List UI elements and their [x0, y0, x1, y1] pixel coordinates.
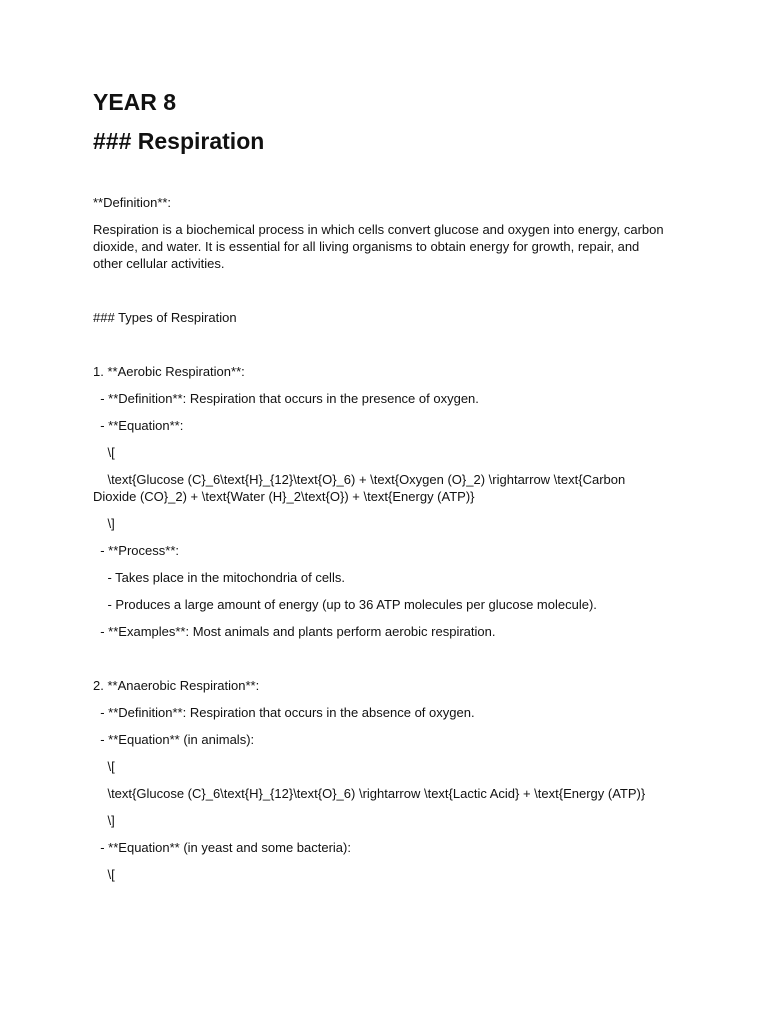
types-heading: ### Types of Respiration	[93, 310, 237, 325]
aerobic-equation-body: \text{Glucose (C}_6\text{H}_{12}\text{O}_6) + \text{Oxygen (O}_2) \rightarrow \text{Carbon Dioxide (CO}_2) + \text{Water (H}_2\text{O}) + \text{Energy (ATP)}	[93, 472, 629, 504]
aerobic-process-item: - Produces a large amount of energy (up to 36 ATP molecules per glucose molecule).	[93, 597, 597, 612]
anaerobic-definition: - **Definition**: Respiration that occurs in the absence of oxygen.	[93, 705, 475, 720]
aerobic-equation-close: \]	[93, 516, 115, 531]
aerobic-equation-open: \[	[93, 445, 115, 460]
year-heading: YEAR 8	[93, 89, 177, 115]
anaerobic-equation-animals-label: - **Equation** (in animals):	[93, 732, 255, 747]
definition-text: Respiration is a biochemical process in which cells convert glucose and oxygen into energy, carbon dioxide, and water. It is essential for all living organisms to obtain energy for growth, repair, and other cellular activities.	[93, 222, 668, 271]
anaerobic-heading: 2. **Anaerobic Respiration**:	[93, 678, 260, 693]
anaerobic-equation-yeast-label: - **Equation** (in yeast and some bacteria):	[93, 840, 351, 855]
definition-label: **Definition**:	[93, 195, 172, 210]
page-title: ### Respiration	[93, 128, 265, 154]
anaerobic-equation-open-2: \[	[93, 867, 115, 882]
aerobic-examples: - **Examples**: Most animals and plants perform aerobic respiration.	[93, 624, 496, 639]
aerobic-equation-label: - **Equation**:	[93, 418, 184, 433]
aerobic-heading: 1. **Aerobic Respiration**:	[93, 364, 245, 379]
aerobic-definition: - **Definition**: Respiration that occurs in the presence of oxygen.	[93, 391, 479, 406]
anaerobic-equation-open: \[	[93, 759, 115, 774]
anaerobic-equation-body: \text{Glucose (C}_6\text{H}_{12}\text{O}_6) \rightarrow \text{Lactic Acid} + \text{Energy (ATP)}	[93, 786, 646, 801]
aerobic-process-label: - **Process**:	[93, 543, 179, 558]
aerobic-process-item: - Takes place in the mitochondria of cells.	[93, 570, 345, 585]
anaerobic-equation-close: \]	[93, 813, 115, 828]
